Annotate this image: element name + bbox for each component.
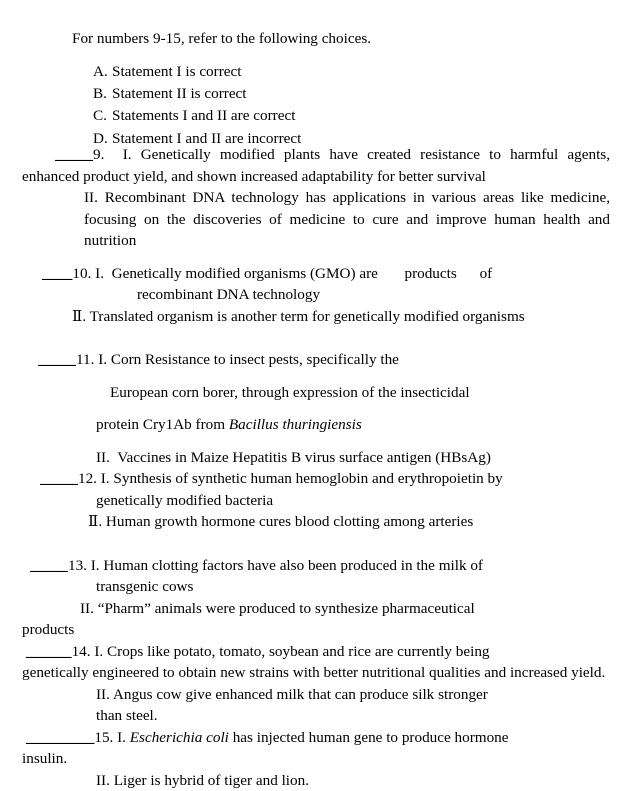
question-15-statement-2-text: Liger is hybrid of tiger and lion. <box>114 772 309 789</box>
question-15-species-name: Escherichia coli <box>130 729 229 746</box>
choice-a-text: Statement I is correct <box>112 63 241 80</box>
question-12-statement-1-text: Synthesis of synthetic human hemoglobin and erythropoietin by <box>113 470 502 487</box>
question-12-statement-2-label: Ⅱ. <box>88 513 102 530</box>
question-11-statement-2-label: II. <box>96 449 110 466</box>
question-11-answer-blank[interactable]: _____ <box>38 351 76 368</box>
question-9 <box>0 144 634 263</box>
question-11-statement-2-text: Vaccines in Maize Hepatitis B virus surface antigen (HBsAg) <box>117 449 491 466</box>
question-14-statement-2-cont: than steel. <box>96 705 634 727</box>
spacer <box>0 327 634 349</box>
question-9-statement-2 <box>84 187 610 252</box>
question-11-statement-1-label: I. <box>98 351 107 368</box>
choice-b <box>93 83 301 105</box>
question-11-statement-1-cont: European corn borer, through expression of the insecticidal <box>110 382 610 404</box>
question-12-statement-1 <box>40 468 610 490</box>
question-10-number: 10. <box>72 265 91 282</box>
question-10-statement-2-label: Ⅱ. <box>72 308 86 325</box>
question-15-statement-1-rest: has injected human gene to produce hormone <box>229 729 509 746</box>
question-13-statement-2-cont: products <box>22 619 634 641</box>
question-15-statement-2 <box>96 770 634 791</box>
question-14-number: 14. <box>72 643 91 660</box>
question-11-statement-2 <box>96 447 634 469</box>
question-11 <box>0 349 634 468</box>
question-15-statement-1 <box>26 727 610 749</box>
question-13 <box>0 555 634 641</box>
question-9-statement-1-label: I. <box>123 146 132 163</box>
instruction-line: For numbers 9-15, refer to the following choices. <box>72 29 371 48</box>
question-13-statement-1-label: I. <box>91 557 100 574</box>
question-12 <box>0 468 634 555</box>
spacer <box>0 533 634 555</box>
choice-a <box>93 61 301 83</box>
question-9-statement-2-label: II. <box>84 189 98 206</box>
question-14 <box>0 641 634 727</box>
question-15-number: 15. <box>94 729 113 746</box>
question-12-statement-2 <box>88 511 634 533</box>
choice-b-letter: B. <box>93 83 112 105</box>
question-10-statement-1-label: I. <box>95 265 104 282</box>
question-14-statement-1 <box>26 641 610 663</box>
question-13-statement-1-cont: transgenic cows <box>96 576 634 598</box>
question-14-statement-2-label: II. <box>96 686 110 703</box>
question-14-answer-blank[interactable]: ______ <box>26 643 72 660</box>
question-11-statement-1-cont2 <box>96 414 634 436</box>
question-15-statement-2-label: II. <box>96 772 110 789</box>
choice-c-letter: C. <box>93 105 112 127</box>
question-11-statement-1-cont2-pre: protein Cry1Ab from <box>96 416 229 433</box>
question-13-statement-2 <box>80 598 610 620</box>
question-9-answer-blank[interactable]: _____ <box>55 146 93 163</box>
question-14-statement-1-label: I. <box>94 643 103 660</box>
question-14-statement-1-text: Crops like potato, tomato, soybean and rice are currently being <box>107 643 490 660</box>
choice-d-text: Statement I and II are incorrect <box>112 130 301 147</box>
question-12-statement-1-cont: genetically modified bacteria <box>96 490 634 512</box>
question-12-number: 12. <box>78 470 97 487</box>
question-12-statement-1-label: I. <box>101 470 110 487</box>
question-11-species-name: Bacillus thuringiensis <box>229 416 362 433</box>
spacer <box>0 371 634 382</box>
questions-list <box>0 144 634 791</box>
question-14-statement-2-text: Angus cow give enhanced milk that can produce silk stronger <box>113 686 488 703</box>
question-13-statement-1-text: Human clotting factors have also been produced in the milk of <box>103 557 483 574</box>
question-10-statement-2 <box>72 306 624 328</box>
choice-b-text: Statement II is correct <box>112 85 247 102</box>
question-10-statement-1 <box>42 263 610 285</box>
question-14-statement-2 <box>96 684 610 706</box>
question-13-statement-2-label: II. <box>80 600 94 617</box>
question-11-statement-1 <box>38 349 634 371</box>
spacer <box>0 403 634 414</box>
question-12-statement-2-text: Human growth hormone cures blood clotting among arteries <box>106 513 473 530</box>
question-11-number: 11. <box>76 351 94 368</box>
question-13-statement-1 <box>30 555 610 577</box>
question-9-statement-1-text: Genetically modified plants have created resistance to harmful agents, enhanced product yield, and shown increased adaptability for better survival <box>22 146 610 185</box>
question-9-statement-2-text: Recombinant DNA technology has applications in various areas like medicine, focusing on the discoveries of medicine to cure and improve human health and nutrition <box>84 189 610 249</box>
question-10-statement-1-cont: recombinant DNA technology <box>137 284 634 306</box>
choice-d-letter: D. <box>93 128 112 150</box>
question-10-statement-1-mid: products <box>404 265 456 282</box>
spacer <box>0 436 634 447</box>
question-15-statement-1-cont: insulin. <box>22 748 634 770</box>
choice-c <box>93 105 301 127</box>
question-10-statement-2-text: Translated organism is another term for genetically modified organisms <box>90 308 525 325</box>
question-15-statement-1-label: I. <box>117 729 126 746</box>
question-12-answer-blank[interactable]: _____ <box>40 470 78 487</box>
question-15-answer-blank[interactable]: _________ <box>26 729 94 746</box>
choice-a-letter: A. <box>93 61 112 83</box>
question-15 <box>0 727 634 791</box>
question-10-statement-1-lead: Genetically modified organisms (GMO) are <box>112 265 378 282</box>
question-11-statement-1-text: Corn Resistance to insect pests, specifically the <box>111 351 399 368</box>
spacer <box>0 252 634 263</box>
choice-c-text: Statements I and II are correct <box>112 107 295 124</box>
question-14-statement-1-cont: genetically engineered to obtain new strains with better nutritional qualities and increased yield. <box>22 662 610 684</box>
question-10-answer-blank[interactable]: ____ <box>42 265 72 282</box>
answer-choices-list <box>93 61 301 150</box>
question-9-number: 9. <box>93 146 104 163</box>
question-10-statement-1-end: of <box>480 265 493 282</box>
question-10 <box>0 263 634 350</box>
question-9-statement-1 <box>22 144 610 187</box>
question-13-number: 13. <box>68 557 87 574</box>
question-13-answer-blank[interactable]: _____ <box>30 557 68 574</box>
question-13-statement-2-text: “Pharm” animals were produced to synthesize pharmaceutical <box>98 600 475 617</box>
